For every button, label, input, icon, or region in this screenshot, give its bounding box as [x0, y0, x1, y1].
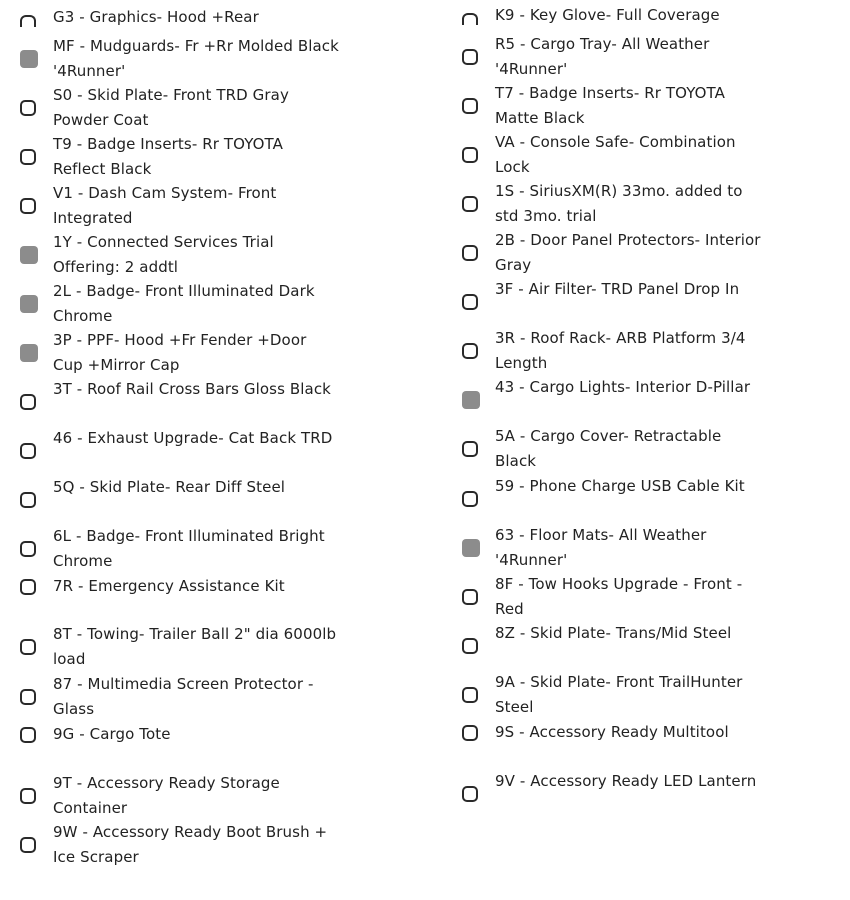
option-checkbox[interactable] [462, 196, 478, 212]
option-checkbox[interactable] [20, 639, 36, 655]
option-label: 5Q - Skid Plate- Rear Diff Steel [53, 478, 286, 496]
option-checkbox[interactable] [462, 245, 478, 261]
option-checkbox[interactable] [20, 149, 36, 165]
option-label: K9 - Key Glove- Full Coverage [495, 6, 720, 24]
option-label: 87 - Multimedia Screen Protector - Glass [53, 675, 314, 718]
option-checkbox[interactable] [462, 687, 478, 703]
option-checkbox[interactable] [462, 98, 478, 114]
option-label: T7 - Badge Inserts- Rr TOYOTA Matte Black [495, 84, 726, 127]
option-label: 43 - Cargo Lights- Interior D-Pillar [495, 378, 751, 396]
option-checkbox[interactable] [20, 727, 36, 743]
option-checkbox [20, 344, 38, 362]
option-checkbox[interactable] [20, 689, 36, 705]
option-row[interactable] [20, 771, 340, 820]
option-label: 1Y - Connected Services Trial Offering: 2 addtl [53, 233, 274, 276]
option-label: 3T - Roof Rail Cross Bars Gloss Black [53, 380, 331, 398]
option-checkbox[interactable] [462, 147, 478, 163]
option-row[interactable] [462, 720, 762, 745]
option-checkbox[interactable] [462, 441, 478, 457]
option-row[interactable] [462, 277, 762, 326]
option-label: 3R - Roof Rack- ARB Platform 3/4 Length [495, 329, 746, 372]
option-label: S0 - Skid Plate- Front TRD Gray Powder Coat [53, 86, 289, 129]
option-label: 9T - Accessory Ready Storage Container [53, 774, 280, 817]
option-checkbox[interactable] [20, 443, 36, 459]
option-checkbox[interactable] [462, 638, 478, 654]
option-row[interactable] [462, 3, 762, 28]
option-row[interactable] [20, 722, 340, 747]
option-row [20, 279, 340, 328]
option-label: 9G - Cargo Tote [53, 725, 171, 743]
option-label: 6L - Badge- Front Illuminated Bright Chrome [53, 527, 325, 570]
option-row[interactable] [462, 130, 762, 179]
option-label: 8F - Tow Hooks Upgrade - Front - Red [495, 575, 743, 618]
option-label: 3P - PPF- Hood +Fr Fender +Door Cup +Mirror Cap [53, 331, 307, 374]
option-row[interactable] [20, 181, 340, 230]
option-row[interactable] [20, 574, 340, 599]
option-row [20, 328, 340, 377]
option-row[interactable] [20, 377, 340, 426]
option-row[interactable] [462, 621, 762, 670]
option-row[interactable] [462, 572, 762, 621]
option-checkbox [20, 295, 38, 313]
option-label: T9 - Badge Inserts- Rr TOYOTA Reflect Black [53, 135, 284, 178]
option-label: 3F - Air Filter- TRD Panel Drop In [495, 280, 740, 298]
option-checkbox [20, 50, 38, 68]
option-row[interactable] [462, 769, 762, 818]
option-checkbox [462, 539, 480, 557]
option-row[interactable] [20, 820, 340, 869]
option-row [462, 523, 762, 572]
option-checkbox[interactable] [462, 294, 478, 310]
option-label: 7R - Emergency Assistance Kit [53, 577, 285, 595]
option-row[interactable] [20, 524, 340, 573]
option-row[interactable] [462, 326, 762, 375]
option-checkbox[interactable] [462, 589, 478, 605]
option-label: 2L - Badge- Front Illuminated Dark Chrome [53, 282, 315, 325]
option-row[interactable] [462, 424, 762, 473]
option-label: G3 - Graphics- Hood +Rear [53, 8, 259, 26]
option-row[interactable] [462, 81, 762, 130]
option-label: V1 - Dash Cam System- Front Integrated [53, 184, 277, 227]
option-checkbox [20, 246, 38, 264]
option-checkbox[interactable] [462, 343, 478, 359]
option-checkbox[interactable] [462, 49, 478, 65]
option-label: 9W - Accessory Ready Boot Brush + Ice Scraper [53, 823, 328, 866]
option-checkbox[interactable] [20, 579, 36, 595]
option-row[interactable] [20, 5, 340, 30]
option-checkbox[interactable] [20, 541, 36, 557]
option-row[interactable] [462, 179, 762, 228]
option-label: 8Z - Skid Plate- Trans/Mid Steel [495, 624, 732, 642]
option-label: 1S - SiriusXM(R) 33mo. added to std 3mo. trial [495, 182, 743, 225]
option-label: 63 - Floor Mats- All Weather '4Runner' [495, 526, 707, 569]
option-label: 59 - Phone Charge USB Cable Kit [495, 477, 745, 495]
option-label: 5A - Cargo Cover- Retractable Black [495, 427, 722, 470]
option-row[interactable] [20, 83, 340, 132]
option-checkbox[interactable] [20, 788, 36, 804]
option-row[interactable] [20, 132, 340, 181]
option-label: R5 - Cargo Tray- All Weather '4Runner' [495, 35, 710, 78]
option-row [462, 375, 762, 424]
option-checkbox[interactable] [20, 492, 36, 508]
option-row[interactable] [20, 426, 340, 475]
option-label: 46 - Exhaust Upgrade- Cat Back TRD [53, 429, 333, 447]
option-checkbox[interactable] [20, 837, 36, 853]
option-row[interactable] [462, 228, 762, 277]
option-label: MF - Mudguards- Fr +Rr Molded Black '4Runner' [53, 37, 339, 80]
option-checkbox[interactable] [462, 725, 478, 741]
option-row [20, 230, 340, 279]
option-row[interactable] [20, 672, 340, 721]
option-label: VA - Console Safe- Combination Lock [495, 133, 736, 176]
option-label: 9A - Skid Plate- Front TrailHunter Steel [495, 673, 743, 716]
option-checkbox[interactable] [462, 491, 478, 507]
option-row[interactable] [462, 474, 762, 523]
option-label: 9S - Accessory Ready Multitool [495, 723, 729, 741]
option-checkbox[interactable] [462, 13, 478, 25]
option-checkbox[interactable] [462, 786, 478, 802]
option-label: 2B - Door Panel Protectors- Interior Gray [495, 231, 761, 274]
option-checkbox[interactable] [20, 100, 36, 116]
option-row [20, 34, 340, 83]
option-label: 9V - Accessory Ready LED Lantern [495, 772, 757, 790]
option-row[interactable] [462, 32, 762, 81]
option-row[interactable] [462, 670, 762, 719]
option-checkbox[interactable] [20, 394, 36, 410]
option-checkbox[interactable] [20, 198, 36, 214]
option-row[interactable] [20, 622, 340, 671]
option-row[interactable] [20, 475, 340, 524]
option-checkbox[interactable] [20, 15, 36, 27]
option-checkbox [462, 391, 480, 409]
option-label: 8T - Towing- Trailer Ball 2" dia 6000lb load [53, 625, 337, 668]
